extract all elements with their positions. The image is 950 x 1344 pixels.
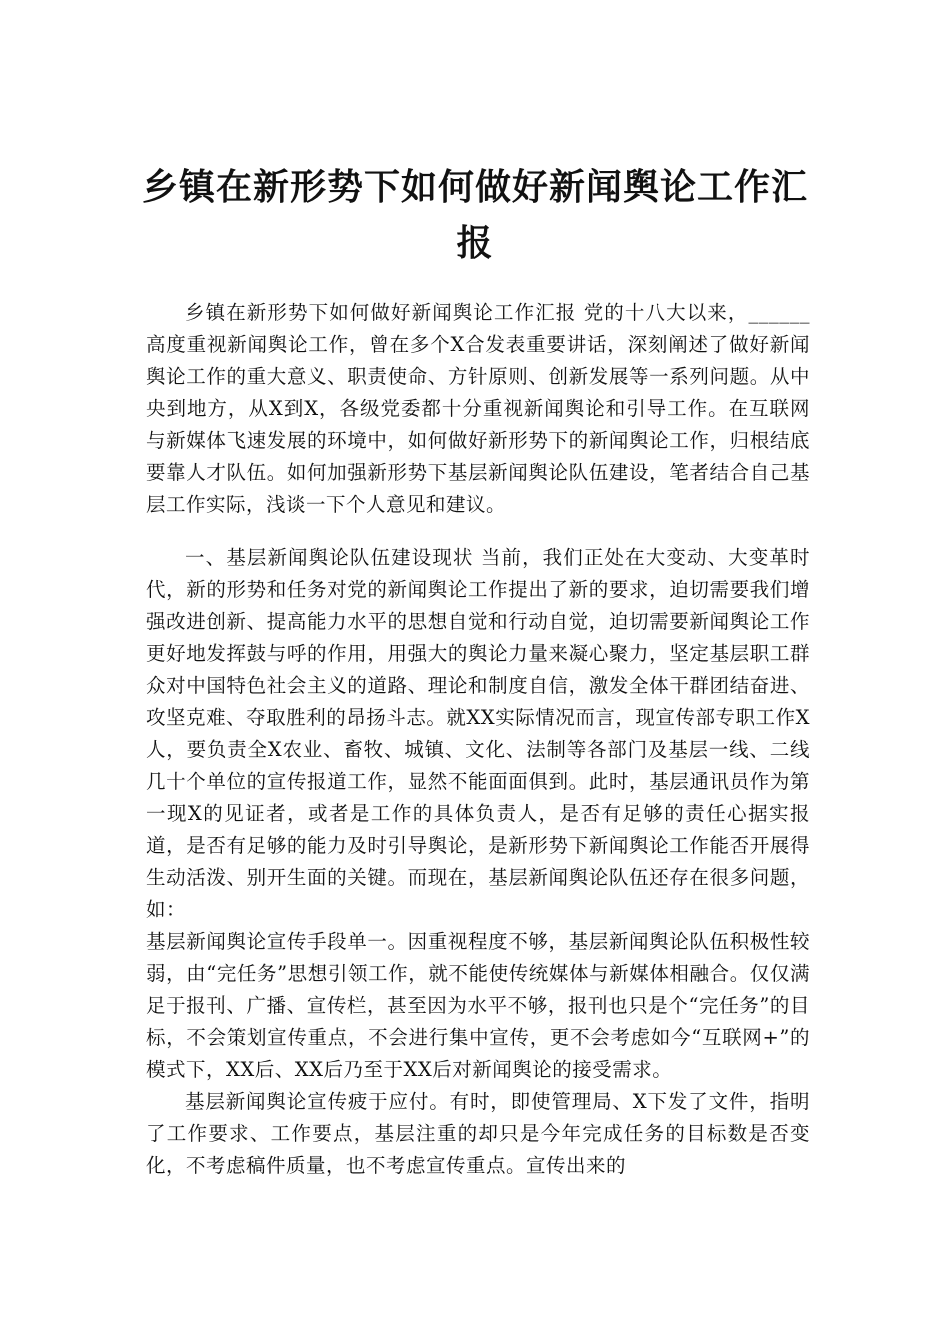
paragraph-section-one: 一、基层新闻舆论队伍建设现状 当前，我们正处在大变动、大变革时代，新的形势和任务对党的新闻舆论工作提出了新的要求，迫切需要我们增强改进创新、提高能力水平的思想自觉和行动自觉，迫切需要新闻舆论工作更好地发挥鼓与呼的作用，用强大的舆论力量来凝心聚力，坚定基层职工群众对中国特色社会主义的道路、理论和制度自信，激发全体干群团结奋进、攻坚克难、夺取胜利的昂扬斗志。就XX实际情况而言，现宣传部专职工作X人，要负责全X农业、畜牧、城镇、文化、法制等各部门及基层一线、二线几十个单位的宣传报道工作，显然不能面面俱到。此时，基层通讯员作为第一现X的见证者，或者是工作的具体负责人，是否有足够的责任心据实报道，是否有足够的能力及时引导舆论，是新形势下新闻舆论工作能否开展得生动活泼、别开生面的关键。而现在，基层新闻舆论队伍还存在很多问题，如： <box>146 546 810 921</box>
paragraph-single-means: 基层新闻舆论宣传手段单一。因重视程度不够，基层新闻舆论队伍积极性较弱，由“完任务”思想引领工作，就不能使传统媒体与新媒体相融合。仅仅满足于报刊、广播、宣传栏，甚至因为水平不够，报刊也只是个“完任务”的目标，不会策划宣传重点，不会进行集中宣传，更不会考虑如今“互联网+”的模式下，XX后、XX后乃至于XX后对新闻舆论的接受需求。 <box>146 930 810 1081</box>
document-title: 乡镇在新形势下如何做好新闻舆论工作汇报 <box>141 167 808 264</box>
document-body <box>146 297 810 1182</box>
paragraph-intro: 乡镇在新形势下如何做好新闻舆论工作汇报 党的十八大以来，______高度重视新闻舆论工作，曾在多个X合发表重要讲话，深刻阐述了做好新闻舆论工作的重大意义、职责使命、方针原则、创新发展等一系列问题。从中央到地方，从X到X，各级党委都十分重视新闻舆论和引导工作。在互联网与新媒体飞速发展的环境中，如何做好新形势下的新闻舆论工作，归根结底要靠人才队伍。如何加强新形势下基层新闻舆论队伍建设，笔者结合自己基层工作实际，浅谈一下个人意见和建议。 <box>146 301 810 516</box>
paragraph-perfunctory: 基层新闻舆论宣传疲于应付。有时，即使管理局、X下发了文件，指明了工作要求、工作要点，基层注重的却只是今年完成任务的目标数是否变化，不考虑稿件质量，也不考虑宣传重点。宣传出来的 <box>146 1090 810 1177</box>
